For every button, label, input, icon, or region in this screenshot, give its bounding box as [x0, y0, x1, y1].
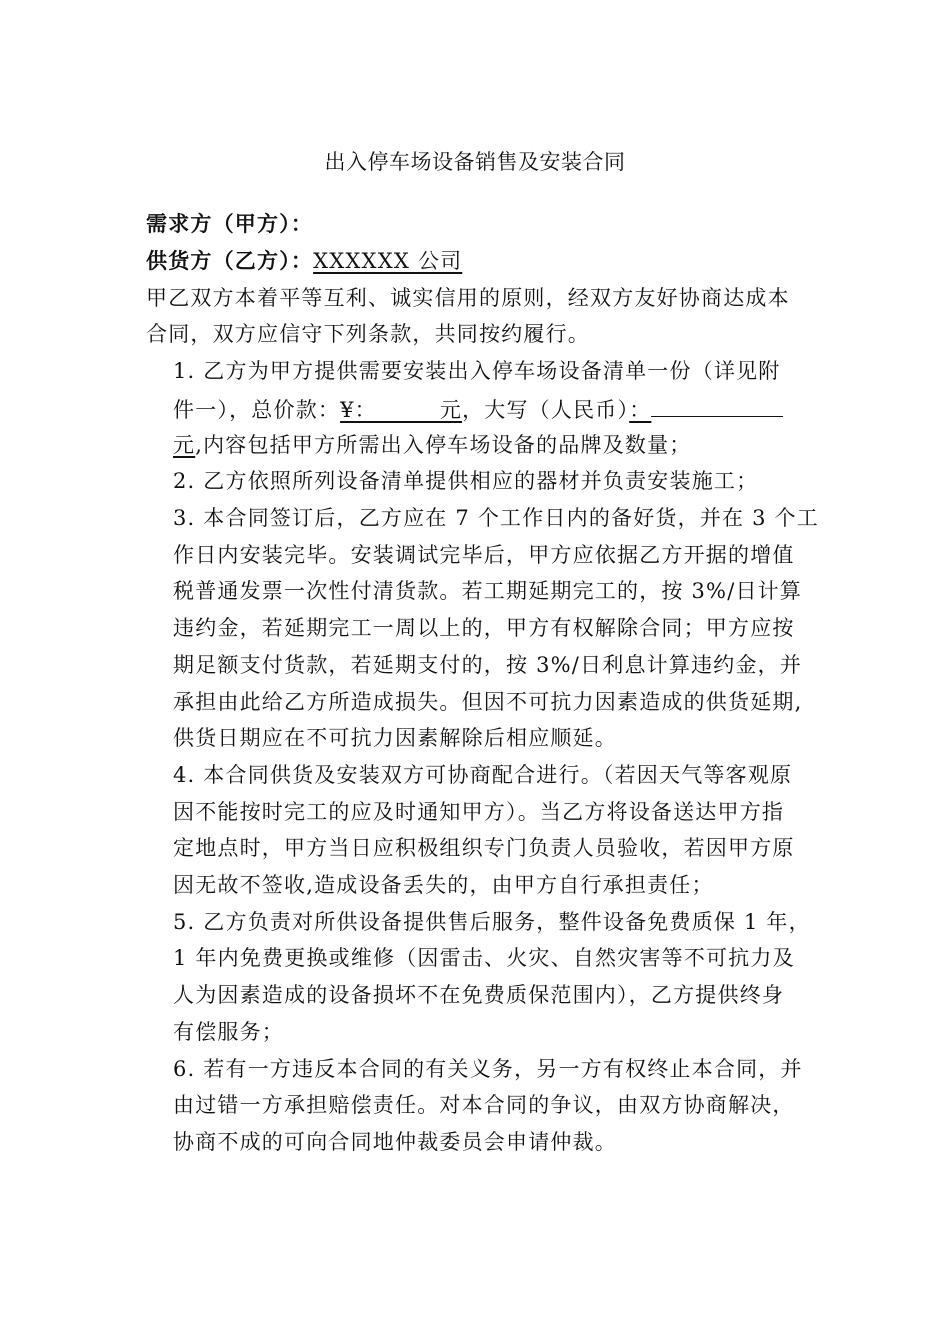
clause-1-prefix: 件一），总价款：	[173, 398, 341, 422]
intro-line-2: 合同，双方应信守下列条款，共同按约履行。	[146, 322, 590, 346]
clause-4-line-1: 4. 本合同供货及安装双方可协商配合进行。（若因天气等客观原	[173, 763, 793, 787]
clause-4-line-4: 因无故不签收,造成设备丢失的，由甲方自行承担责任；	[173, 873, 714, 897]
supplier-name: XXXXXX 公司	[313, 249, 463, 273]
clause-6-line-1: 6. 若有一方违反本合同的有关义务，另一方有权终止本合同，并	[173, 1057, 803, 1081]
clause-1-middle: ，大写（人民币）	[462, 398, 630, 422]
supplier-label: 供货方（乙方）：	[146, 248, 314, 273]
clause-1-line-2	[173, 394, 783, 424]
clause-1-line-3	[173, 431, 691, 459]
clause-4-line-2: 因不能按时完工的应及时通知甲方）。当乙方将设备送达甲方指	[173, 800, 785, 824]
clause-5-line-2: 1 年内免费更换或维修（因雷击、火灾、自然灾害等不可抗力及	[173, 946, 795, 970]
clause-6-line-3: 协商不成的可向合同地仲裁委员会申请仲裁。	[173, 1130, 617, 1154]
clause-2-line-1: 2. 乙方依照所列设备清单提供相应的器材并负责安装施工；	[173, 469, 759, 493]
clause-3-line-7: 供货日期应在不可抗力因素解除后相应顺延。	[173, 726, 617, 750]
price-amount-field: ¥： 元	[340, 398, 463, 422]
clause-3-line-2: 作日内安装完毕。安装调试完毕后，甲方应依据乙方开据的增值	[173, 543, 795, 567]
clause-5-line-4: 有偿服务；	[173, 1020, 284, 1044]
clause-1-rest: ,内容包括甲方所需出入停车场设备的品牌及数量；	[195, 433, 692, 457]
clause-6-line-2: 由过错一方承担赔偿责任。对本合同的争议，由双方协商解决，	[173, 1093, 795, 1117]
clause-3-line-3: 税普通发票一次性付清货款。若工期延期完工的，按 3%/日计算	[173, 579, 803, 603]
supplier-line	[146, 247, 462, 275]
price-unit: 元	[173, 433, 196, 457]
clause-1-line-1: 1. 乙方为甲方提供需要安装出入停车场设备清单一份（详见附	[173, 359, 781, 383]
clause-5-line-3: 人为因素造成的设备损坏不在免费质保范围内），乙方提供终身	[173, 983, 785, 1007]
clause-3-line-4: 违约金，若延期完工一周以上的，甲方有权解除合同；甲方应按	[173, 616, 795, 640]
clause-3-line-1: 3. 本合同签订后，乙方应在 7 个工作日内的备好货，并在 3 个工	[173, 506, 819, 530]
document-title: 出入停车场设备销售及安装合同	[324, 150, 626, 174]
clause-3-line-6: 承担由此给乙方所造成损失。但因不可抗力因素造成的供货延期,	[173, 690, 803, 714]
clause-4-line-3: 定地点时，甲方当日应积极组织专门负责人员验收，若因甲方原	[173, 836, 795, 860]
intro-line-1: 甲乙双方本着平等互利、诚实信用的原则，经双方友好协商达成本	[146, 286, 790, 310]
clause-5-line-1: 5. 乙方负责对所供设备提供售后服务，整件设备免费质保 1 年，	[173, 910, 811, 934]
price-words-field: ：	[629, 398, 652, 422]
buyer-label: 需求方（甲方）：	[146, 211, 314, 236]
clause-3-line-5: 期足额支付货款，若延期支付的，按 3%/日利息计算违约金，并	[173, 653, 803, 677]
price-words-blank	[651, 394, 783, 417]
